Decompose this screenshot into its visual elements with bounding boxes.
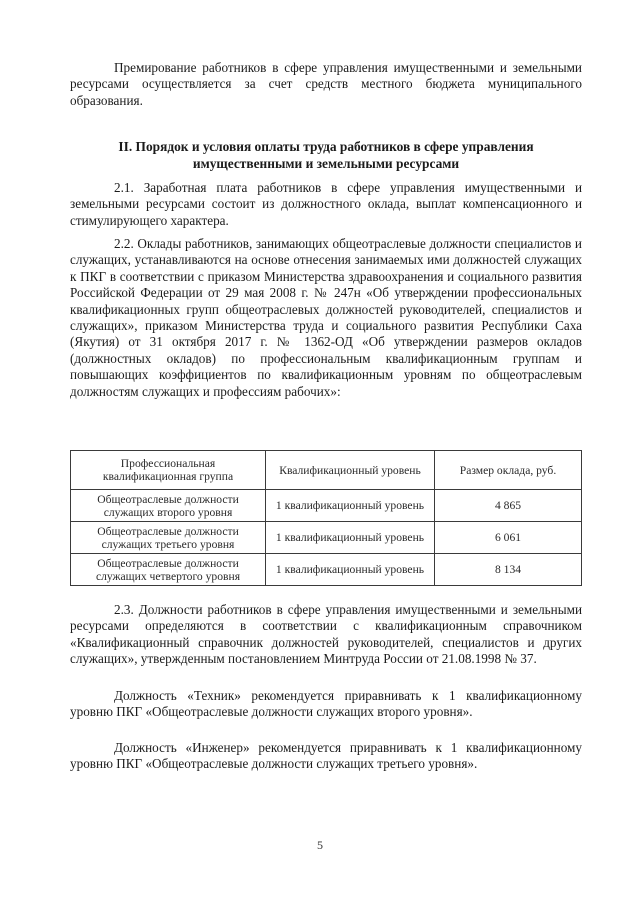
table-header-cell: Размер оклада, руб. [435, 451, 582, 490]
table-cell-level: 1 квалификационный уровень [266, 490, 435, 522]
table-cell-group: Общеотраслевые должности служащих третьего уровня [71, 522, 266, 554]
table-cell-salary: 6 061 [435, 522, 582, 554]
table-header-cell: Квалификационный уровень [266, 451, 435, 490]
table-cell-salary: 8 134 [435, 554, 582, 586]
section-heading [70, 138, 582, 172]
table-cell-group: Общеотраслевые должности служащих второго уровня [71, 490, 266, 522]
table-cell-level: 1 квалификационный уровень [266, 554, 435, 586]
page-number: 5 [317, 838, 323, 852]
table-header-cell: Профессиональная квалификационная группа [71, 451, 266, 490]
table-cell-salary: 4 865 [435, 490, 582, 522]
paragraph-2-2: 2.2. Оклады работников, занимающих общеотраслевые должности специалистов и служащих, устанавливаются на основе отнесения занимаемых ими должностей служащих к ПКГ в соответствии с приказом Министерства здравоохранения и социального развития Российской Федерации от 29 мая 2008 г. № 247н «Об утверждении профессиональных квалификационных групп общеотраслевых должностей руководителей, специалистов и служащих», приказом Министерства труда и социального развития Республики Саха (Якутия) от 31 октября 2017 г. № 1362-ОД «Об утверждении размеров окладов (должностных окладов) по профессиональным квалификационным группам и повышающих коэффициентов по квалификационным уровням по общеотраслевым должностям служащих и профессиям рабочих»: [70, 236, 582, 399]
paragraph-2-3: 2.3. Должности работников в сфере управления имущественными и земельными ресурсами определяются в соответствии с квалификационным справочником «Квалификационный справочник должностей руководителей, специалистов и других служащих», утвержденным постановлением Минтруда России от 21.08.1998 № 37. [70, 602, 582, 667]
table-cell-group: Общеотраслевые должности служащих четвертого уровня [71, 554, 266, 586]
intro-paragraph: Премирование работников в сфере управления имущественными и земельными ресурсами осуществляется за счет средств местного бюджета муниципального образования. [70, 60, 582, 108]
table-row [71, 522, 582, 554]
table-cell-level: 1 квалификационный уровень [266, 522, 435, 554]
section-heading-line1: II. Порядок и условия оплаты труда работников в сфере управления [118, 139, 534, 154]
table-header-row [71, 451, 582, 490]
table-row [71, 554, 582, 586]
paragraph-2-1: 2.1. Заработная плата работников в сфере управления имущественными и земельными ресурсами состоит из должностного оклада, выплат компенсационного и стимулирующего характера. [70, 180, 582, 228]
salary-table [70, 450, 582, 586]
section-heading-line2: имущественными и земельными ресурсами [192, 156, 460, 171]
paragraph-engineer: Должность «Инженер» рекомендуется приравнивать к 1 квалификационному уровню ПКГ «Общеотраслевые должности служащих третьего уровня». [70, 740, 582, 772]
table-row [71, 490, 582, 522]
paragraph-technician: Должность «Техник» рекомендуется приравнивать к 1 квалификационному уровню ПКГ «Общеотраслевые должности служащих второго уровня». [70, 688, 582, 720]
